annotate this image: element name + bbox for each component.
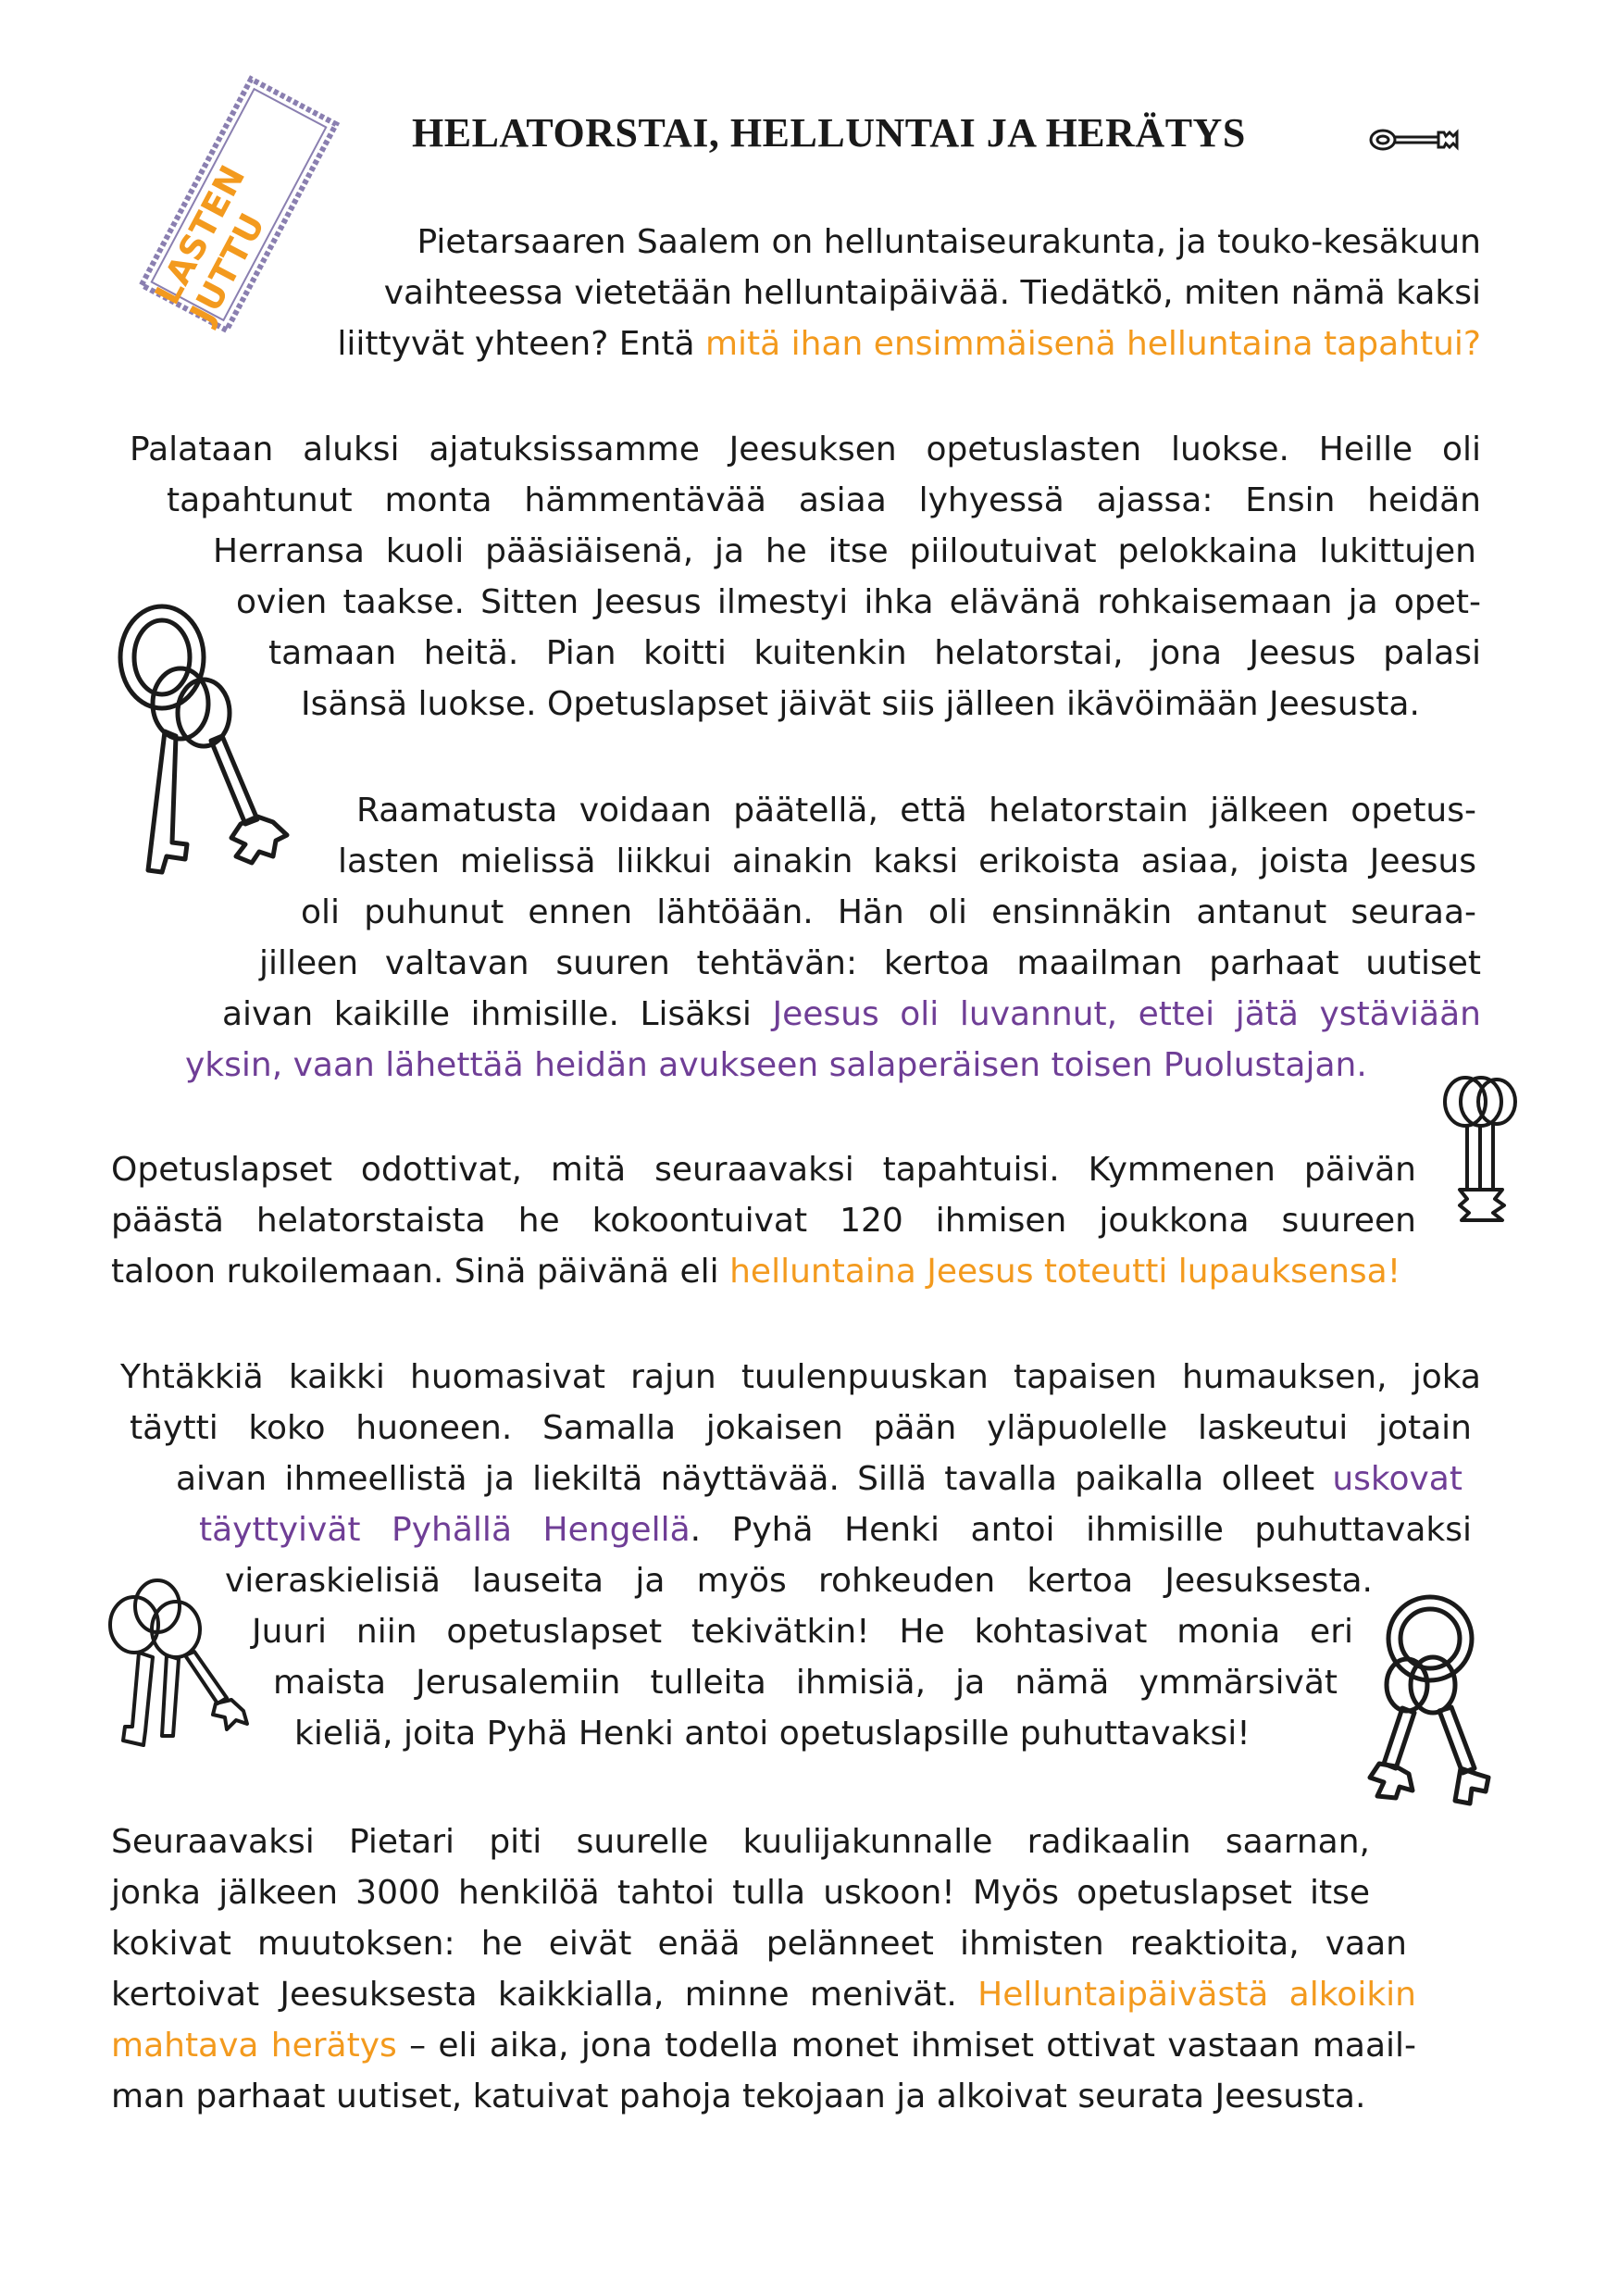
text-line: Seuraavaksi Pietari piti suurelle kuulijakunnalle radikaalin saarnan, xyxy=(111,1823,1370,1861)
text-line: kokivat muutoksen: he eivät enää pelänneet ihmisten reaktioita, vaan xyxy=(111,1925,1407,1963)
highlight-orange: mitä ihan ensimmäisenä helluntaina tapahtui? xyxy=(704,325,1481,363)
text-line: vaihteessa vietetään helluntaipäivää. Tiedätkö, miten nämä kaksi xyxy=(383,274,1481,312)
text-line: kieliä, joita Pyhä Henki antoi opetuslapsille puhuttavaksi! xyxy=(294,1715,1251,1753)
text-line: täytti koko huoneen. Samalla jokaisen pään yläpuolelle laskeutui jotain xyxy=(130,1409,1472,1447)
keyring-icon xyxy=(111,602,315,898)
text-line: jonka jälkeen 3000 henkilöä tahtoi tulla uskoon! Myös opetuslapset itse xyxy=(111,1874,1370,1912)
highlight-purple: yksin, vaan lähettää heidän avukseen salaperäisen toisen Puolustajan. xyxy=(185,1046,1367,1084)
text-line: ovien taakse. Sitten Jeesus ilmestyi ihka elävänä rohkaisemaan ja opet- xyxy=(236,583,1481,621)
text-line: kertoivat Jeesuksesta kaikkialla, minne menivät. Helluntaipäivästä alkoikin xyxy=(111,1976,1416,2014)
highlight-purple: Jeesus oli luvannut, ettei jätä ystäviään xyxy=(772,995,1481,1033)
paragraph-pentecost xyxy=(120,1352,1490,1759)
text-line: oli puhunut ennen lähtöään. Hän oli ensinnäkin antanut seuraa- xyxy=(301,893,1476,931)
text-line: vieraskielisiä lauseita ja myös rohkeuden kertoa Jeesuksesta. xyxy=(225,1562,1373,1600)
paragraph-revival xyxy=(111,1816,1435,2122)
keyring-icon xyxy=(97,1574,255,1759)
key-icon xyxy=(1368,124,1461,156)
highlight-purple: täyttyivät Pyhällä Hengellä xyxy=(199,1511,691,1549)
text-line: Juuri niin opetuslapset tekivätkin! He kohtasivat monia eri xyxy=(252,1613,1353,1651)
paragraph-waiting xyxy=(111,1144,1425,1297)
text-line: lasten mielissä liikkui ainakin kaksi erikoista asiaa, joista Jeesus xyxy=(338,842,1476,880)
text-line: Herransa kuoli pääsiäisenä, ja he itse piiloutuivat pelokkaina lukittujen xyxy=(213,532,1476,570)
text-line: aivan kaikille ihmisille. Lisäksi Jeesus oli luvannut, ettei jätä ystäviään xyxy=(222,995,1481,1033)
text-line: täyttyivät Pyhällä Hengellä. Pyhä Henki antoi ihmisille puhuttavaksi xyxy=(199,1511,1472,1549)
text-line: mahtava herätys – eli aika, jona todella monet ihmiset ottivat vastaan maail- xyxy=(111,2027,1417,2065)
text-line: tapahtunut monta hämmentävää asiaa lyhyessä ajassa: Ensin heidän xyxy=(167,481,1481,519)
paragraph-disciples xyxy=(130,424,1490,730)
text-line: taloon rukoilemaan. Sinä päivänä eli helluntaina Jeesus toteutti lupauksensa! xyxy=(111,1253,1401,1291)
page-title: HELATORSTAI, HELLUNTAI JA HERÄTYS xyxy=(412,110,1246,156)
text-line: Palataan aluksi ajatuksissamme Jeesuksen opetuslasten luokse. Heille oli xyxy=(130,430,1481,468)
text-line: aivan ihmeellistä ja liekiltä näyttävää. Sillä tavalla paikalla olleet uskovat xyxy=(176,1460,1462,1498)
text-line: Pietarsaaren Saalem on helluntaiseurakunta, ja touko-kesäkuun xyxy=(417,223,1481,261)
keyring-icon xyxy=(1439,1074,1523,1236)
paragraph-promise xyxy=(176,785,1490,1091)
highlight-orange: Helluntaipäivästä alkoikin xyxy=(977,1976,1416,2014)
text-line: Opetuslapset odottivat, mitä seuraavaksi tapahtuisi. Kymmenen päivän xyxy=(111,1151,1416,1189)
highlight-purple: uskovat xyxy=(1332,1460,1462,1498)
text-line: maista Jerusalemiin tulleita ihmisiä, ja nämä ymmärsivät xyxy=(273,1664,1338,1702)
text-line: päästä helatorstaista he kokoontuivat 120 ihmisen joukkona suureen xyxy=(111,1202,1416,1240)
stamp-label: LASTEN JUTTU xyxy=(147,158,273,330)
text-line: Raamatusta voidaan päätellä, että helatorstain jälkeen opetus- xyxy=(356,792,1476,830)
text-line: liittyvät yhteen? Entä mitä ihan ensimmäisenä helluntaina tapahtui? xyxy=(337,325,1481,363)
highlight-orange: mahtava herätys xyxy=(111,2027,397,2065)
highlight-orange: helluntaina Jeesus toteutti lupauksensa! xyxy=(729,1253,1401,1291)
text-line: tamaan heitä. Pian koitti kuitenkin helatorstai, jona Jeesus palasi xyxy=(268,634,1481,672)
text-line: Yhtäkkiä kaikki huomasivat rajun tuulenpuuskan tapaisen humauksen, joka xyxy=(120,1358,1481,1396)
text-line: Isänsä luokse. Opetuslapset jäivät siis jälleen ikävöimään Jeesusta. xyxy=(301,685,1420,723)
intro-paragraph xyxy=(305,217,1481,369)
text-line: jilleen valtavan suuren tehtävän: kertoa maailman parhaat uutiset xyxy=(259,944,1481,982)
text-line: man parhaat uutiset, katuivat pahoja tekojaan ja alkoivat seurata Jeesusta. xyxy=(111,2078,1366,2115)
keyring-icon xyxy=(1351,1592,1518,1815)
